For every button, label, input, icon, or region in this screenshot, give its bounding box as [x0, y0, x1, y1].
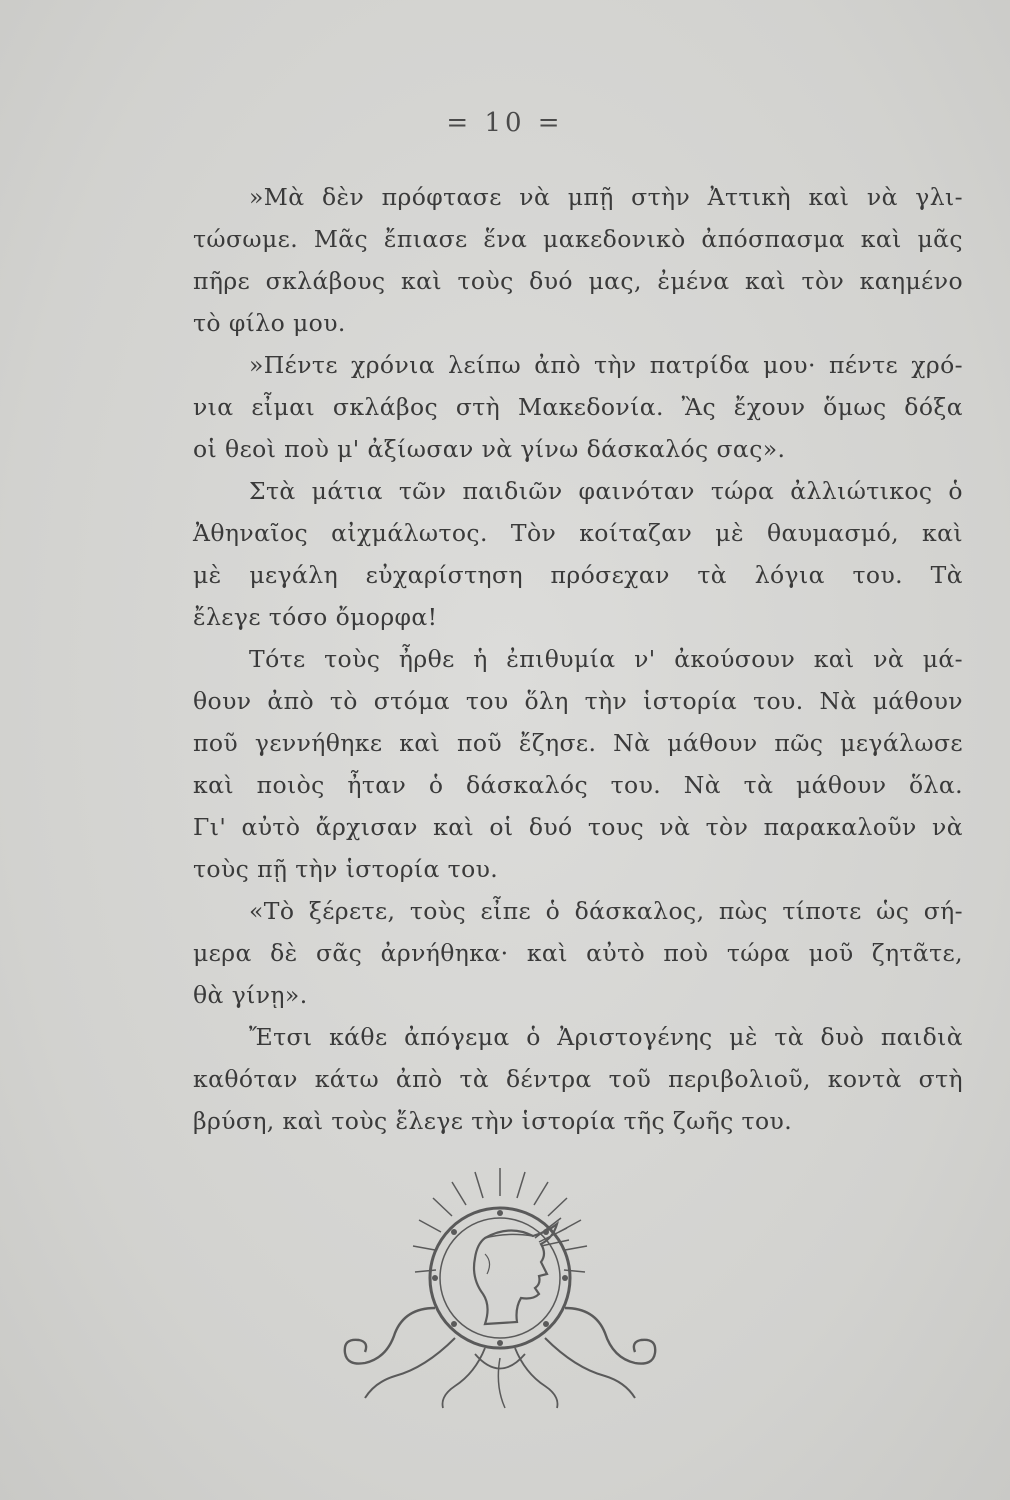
text-line: καὶ ποιὸς ἦταν ὁ δάσκαλός του. Νὰ τὰ μάθουν ὅλα. — [193, 771, 963, 799]
text-line: Ἔτσι κάθε ἀπόγεμα ὁ Ἀριστογένης μὲ τὰ δυὸ παιδιὰ — [249, 1023, 963, 1051]
text-line: οἱ θεοὶ ποὺ μ' ἀξίωσαν νὰ γίνω δάσκαλός σας». — [193, 435, 786, 463]
text-line: μὲ μεγάλη εὐχαρίστηση πρόσεχαν τὰ λόγια του. Τὰ — [193, 561, 963, 589]
text-line: Τότε τοὺς ἦρθε ἡ ἐπιθυμία ν' ἀκούσουν καὶ νὰ μά- — [249, 645, 963, 673]
body-text — [193, 176, 963, 1142]
text-line: πῆρε σκλάβους καὶ τοὺς δυό μας, ἐμένα καὶ τὸν καημένο — [193, 267, 963, 295]
text-line: ἔλεγε τόσο ὄμορφα! — [193, 603, 438, 631]
page-number: = 10 = — [446, 108, 564, 138]
text-line: τοὺς πῇ τὴν ἱστορία του. — [193, 855, 499, 883]
hermes-medallion-ornament-icon — [335, 1158, 665, 1418]
text-line: «Τὸ ξέρετε, τοὺς εἶπε ὁ δάσκαλος, πὼς τίποτε ὡς σή- — [249, 897, 963, 925]
text-line: τώσωμε. Μᾶς ἔπιασε ἕνα μακεδονικὸ ἀπόσπασμα καὶ μᾶς — [193, 225, 963, 253]
text-line: καθόταν κάτω ἀπὸ τὰ δέντρα τοῦ περιβολιοῦ, κοντὰ στὴ — [193, 1065, 963, 1093]
text-line: »Μὰ δὲν πρόφτασε νὰ μπῇ στὴν Ἀττικὴ καὶ νὰ γλι- — [249, 183, 963, 211]
text-line: μερα δὲ σᾶς ἀρνήθηκα· καὶ αὐτὸ ποὺ τώρα μοῦ ζητᾶτε, — [193, 939, 963, 967]
text-line: »Πέντε χρόνια λείπω ἀπὸ τὴν πατρίδα μου· πέντε χρό- — [249, 351, 963, 379]
text-line: θὰ γίνῃ». — [193, 981, 308, 1009]
text-line: Στὰ μάτια τῶν παιδιῶν φαινόταν τώρα ἀλλιώτικος ὁ — [249, 477, 963, 505]
text-line: τὸ φίλο μου. — [193, 309, 346, 337]
text-line: βρύση, καὶ τοὺς ἔλεγε τὴν ἱστορία τῆς ζωῆς του. — [193, 1107, 793, 1135]
text-line: ποῦ γεννήθηκε καὶ ποῦ ἔζησε. Νὰ μάθουν πῶς μεγάλωσε — [193, 729, 963, 757]
text-line: Γι' αὐτὸ ἄρχισαν καὶ οἱ δυό τους νὰ τὸν παρακαλοῦν νὰ — [193, 813, 963, 841]
text-line: Ἀθηναῖος αἰχμάλωτος. Τὸν κοίταζαν μὲ θαυμασμό, καὶ — [193, 519, 963, 547]
text-line: νια εἶμαι σκλάβος στὴ Μακεδονία. Ἂς ἔχουν ὅμως δόξα — [193, 393, 963, 421]
text-line: θουν ἀπὸ τὸ στόμα του ὅλη τὴν ἱστορία του. Νὰ μάθουν — [193, 687, 963, 715]
